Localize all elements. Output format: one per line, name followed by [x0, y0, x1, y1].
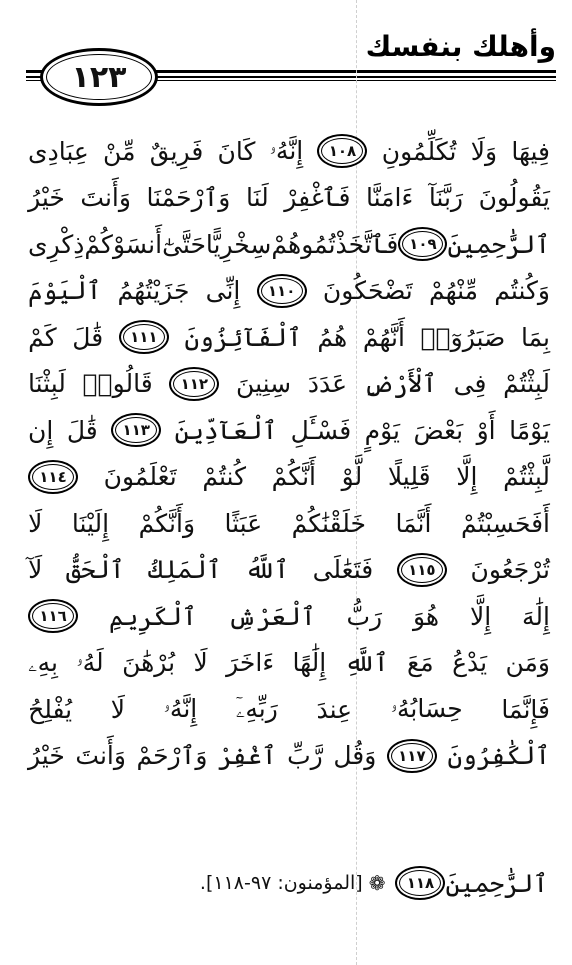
verse-word: يُفْلِحُ [28, 694, 73, 724]
verse-word: أَنَّكُمْ [271, 462, 317, 492]
verse-line [28, 128, 550, 175]
verse-word: ٱلْأَرْضِ [363, 369, 437, 399]
verse-word: لَنَا [245, 183, 269, 213]
verse-end-marker [28, 460, 78, 494]
verse-word: لَبِثْتُمْ [503, 369, 550, 399]
verse-number: ١١٥ [408, 560, 436, 579]
verse-word: إِلَٰهًا [292, 648, 327, 678]
verse-number: ١١٧ [398, 746, 426, 765]
verse-number: ١٠٨ [328, 142, 357, 161]
verse-line [28, 361, 550, 408]
verse-word: فَرِيقٌ [149, 136, 204, 166]
verse-word: أَنَّهُمْ [362, 322, 405, 352]
verse-word: وَٱرْحَمْنَا [146, 183, 231, 213]
verse-word: خَيْرُ [28, 741, 65, 771]
verse-word: سِخْرِيًّا [205, 229, 272, 259]
verse-word: ٱلْعَرْشِ [227, 601, 316, 631]
verse-line [28, 221, 550, 268]
verse-word: كَانَ [217, 136, 256, 166]
verse-word: وَأَنَّكُمْ [138, 508, 196, 538]
verse-word: قَٰلَ [66, 415, 98, 445]
verse-word: وَأَنتَ [75, 741, 126, 771]
verse-word: ٱللَّهُ [245, 555, 289, 585]
verse-word: مِّنْ [103, 136, 136, 166]
verse-end-marker [397, 553, 447, 587]
verse-word: قَٰلَ [72, 322, 104, 352]
verse-word: أَوْ [476, 415, 496, 445]
verse-word: لَآ [28, 555, 43, 585]
verse-word: أَفَحَسِبْتُمْ [460, 508, 550, 538]
verse-word: تُرْجَعُونَ [470, 555, 550, 585]
verse-word: ٱلْعَآدِّينَ [174, 415, 278, 445]
verse-number: ١١١ [130, 328, 158, 347]
verse-line [28, 268, 550, 315]
verse-word: رَبِّهِۦٓ [235, 694, 278, 724]
verse-end-marker [395, 866, 445, 900]
verse-line [28, 314, 550, 361]
verse-word: لَا [28, 508, 43, 538]
verse-word: صَبَرُوٓا۟ [420, 322, 506, 352]
verse-word: حِسَابُهُۥ [390, 694, 463, 724]
verse-word: هُوَ [412, 601, 440, 631]
verse-word: خَلَقْنَٰكُمْ [291, 508, 366, 538]
verse-word: بِهِۦ [28, 647, 58, 677]
verse-word: ٱلْمَلِكُ [148, 555, 222, 585]
verse-word: فَٱتَّخَذْتُمُوهُمْ [271, 229, 399, 259]
verse-line [28, 407, 550, 454]
surah-reference: [المؤمنون: ٩٧-١١٨]. [199, 872, 363, 894]
page-number-badge [40, 48, 158, 106]
verse-word: وَلَا [470, 136, 498, 166]
verse-word: إِلَّا [456, 462, 478, 492]
verse-word: عِندَ [316, 694, 353, 724]
verse-word: إِنِّى [205, 276, 241, 306]
verse-word: وَٱرْحَمْ [136, 741, 208, 771]
verse-word: إِنَّهُۥ [269, 136, 304, 166]
verse-word: بِمَا [520, 322, 550, 352]
verse-word: سِنِينَ [236, 369, 292, 399]
verse-word: فِيهَا [511, 136, 550, 166]
verse-word: عِبَادِى [28, 136, 89, 166]
verse-number: ١١٦ [39, 607, 67, 626]
verse-word: مِّنْهُمْ [428, 276, 479, 306]
verse-end-marker [398, 227, 447, 261]
verse-word: أَنَّمَا [395, 508, 432, 538]
verse-number: ١١٢ [180, 374, 209, 393]
verse-word: هُمُ [317, 322, 348, 352]
verse-word: يَقُولُونَ [478, 183, 550, 213]
verse-number: ١١٤ [39, 467, 67, 486]
verse-end-marker [317, 134, 367, 168]
verse-word: يَدْعُ [452, 648, 488, 678]
verse-number: ١١٠ [267, 281, 296, 300]
flower-ornament-icon: ❁ [368, 871, 386, 895]
verse-word: وَكُنتُم [494, 276, 550, 306]
verse-end-marker [387, 739, 437, 773]
verse-word: خَيْرُ [28, 183, 65, 213]
verse-word: ٱلْحَقُّ [65, 555, 125, 585]
verse-word: رَبُّ [346, 601, 383, 631]
footer-word: ٱلرَّٰحِمِينَ [445, 868, 548, 898]
page-number: ١٢٣ [71, 59, 127, 95]
verse-word: بُرْهَٰنَ [122, 648, 176, 678]
verse-word: أَنسَوْكُمْ [84, 229, 163, 259]
verse-word: وَأَنتَ [80, 183, 131, 213]
verse-word: جَزَيْتُهُمُ [117, 276, 190, 306]
verse-word: كُنتُمْ [202, 462, 246, 492]
surah-section-title: وأهلك بنفسك [365, 30, 556, 63]
verse-word: تُكَلِّمُونِ [381, 136, 457, 166]
verse-end-marker [119, 320, 169, 354]
verse-line [28, 640, 550, 687]
verse-word: لَّوْ [341, 462, 363, 492]
verse-word: حَتَّىٰٓ [162, 229, 206, 259]
verse-word: وَقُل [333, 741, 377, 771]
verse-line [28, 547, 550, 594]
verse-line [28, 686, 550, 733]
verse-word: إِنَّهُۥ [163, 694, 198, 724]
verse-word: إِلَّا [469, 601, 492, 631]
verse-word: قَلِيلًا [387, 462, 431, 492]
verse-number: ١١٨ [406, 874, 435, 892]
verse-word: عَدَدَ [307, 369, 347, 399]
verse-word: تَضْحَكُونَ [322, 276, 413, 306]
verse-word: بَعْضَ [413, 415, 464, 445]
verse-word: فِى [453, 369, 487, 399]
verse-word: يَوْمًا [509, 415, 550, 445]
verse-word: فَإِنَّمَا [501, 694, 550, 724]
verse-word: فَٱغْفِرْ [284, 183, 351, 213]
verse-word: ذِكْرِى [28, 229, 85, 259]
verse-word: ٱلْكَرِيمِ [108, 601, 197, 631]
verse-word: عَبَثًا [224, 508, 263, 538]
verse-word: قَالُوا۟ [82, 369, 153, 399]
verse-word: ٱغْفِرْ [217, 741, 277, 771]
verse-word: رَبَّنَآ [428, 183, 464, 213]
verse-word: إِن [28, 415, 54, 445]
verse-word: لَا [110, 694, 126, 724]
verse-word: فَسْـَٔلِ [290, 415, 352, 445]
verse-word: ٱلْكَٰفِرُونَ [447, 741, 550, 771]
verse-word: ءَاخَرَ [226, 648, 275, 678]
verse-word: رَّبِّ [287, 741, 323, 771]
verse-end-marker [28, 599, 78, 633]
verse-line [28, 454, 550, 501]
verse-word: فَتَعَٰلَى [312, 555, 374, 585]
verse-word: يَوْمٍ [364, 415, 401, 445]
verse-line [28, 500, 550, 547]
verse-word: ٱلْفَآئِزُونَ [184, 322, 302, 352]
verse-word: ٱلْيَوْمَ [28, 276, 102, 306]
verse-word: إِلَيْنَا [71, 508, 110, 538]
verse-line [28, 733, 550, 780]
verse-line [28, 593, 550, 640]
verse-end-marker [169, 367, 219, 401]
verse-word: لَا [193, 648, 208, 678]
verse-line [28, 175, 550, 222]
footer-line [200, 860, 548, 906]
verse-word: إِلَٰهَ [522, 601, 550, 631]
verse-word: ءَامَنَّا [365, 183, 414, 213]
verse-word: كَمْ [28, 322, 57, 352]
verse-number: ١٠٩ [409, 235, 437, 254]
verse-word: لَهُۥ [76, 647, 104, 677]
verse-word: تَعْلَمُونَ [103, 462, 177, 492]
verse-block [28, 128, 550, 779]
verse-word: ٱلرَّٰحِمِينَ [447, 229, 550, 259]
verse-end-marker [111, 413, 161, 447]
verse-word: لَّبِثْتُمْ [503, 462, 550, 492]
verse-word: وَمَن [505, 648, 550, 678]
verse-word: لَبِثْنَا [28, 369, 66, 399]
verse-number: ١١٣ [122, 421, 150, 440]
verse-word: مَعَ [406, 648, 434, 678]
verse-word: ٱللَّهِ [344, 648, 389, 678]
verse-end-marker [257, 274, 307, 308]
